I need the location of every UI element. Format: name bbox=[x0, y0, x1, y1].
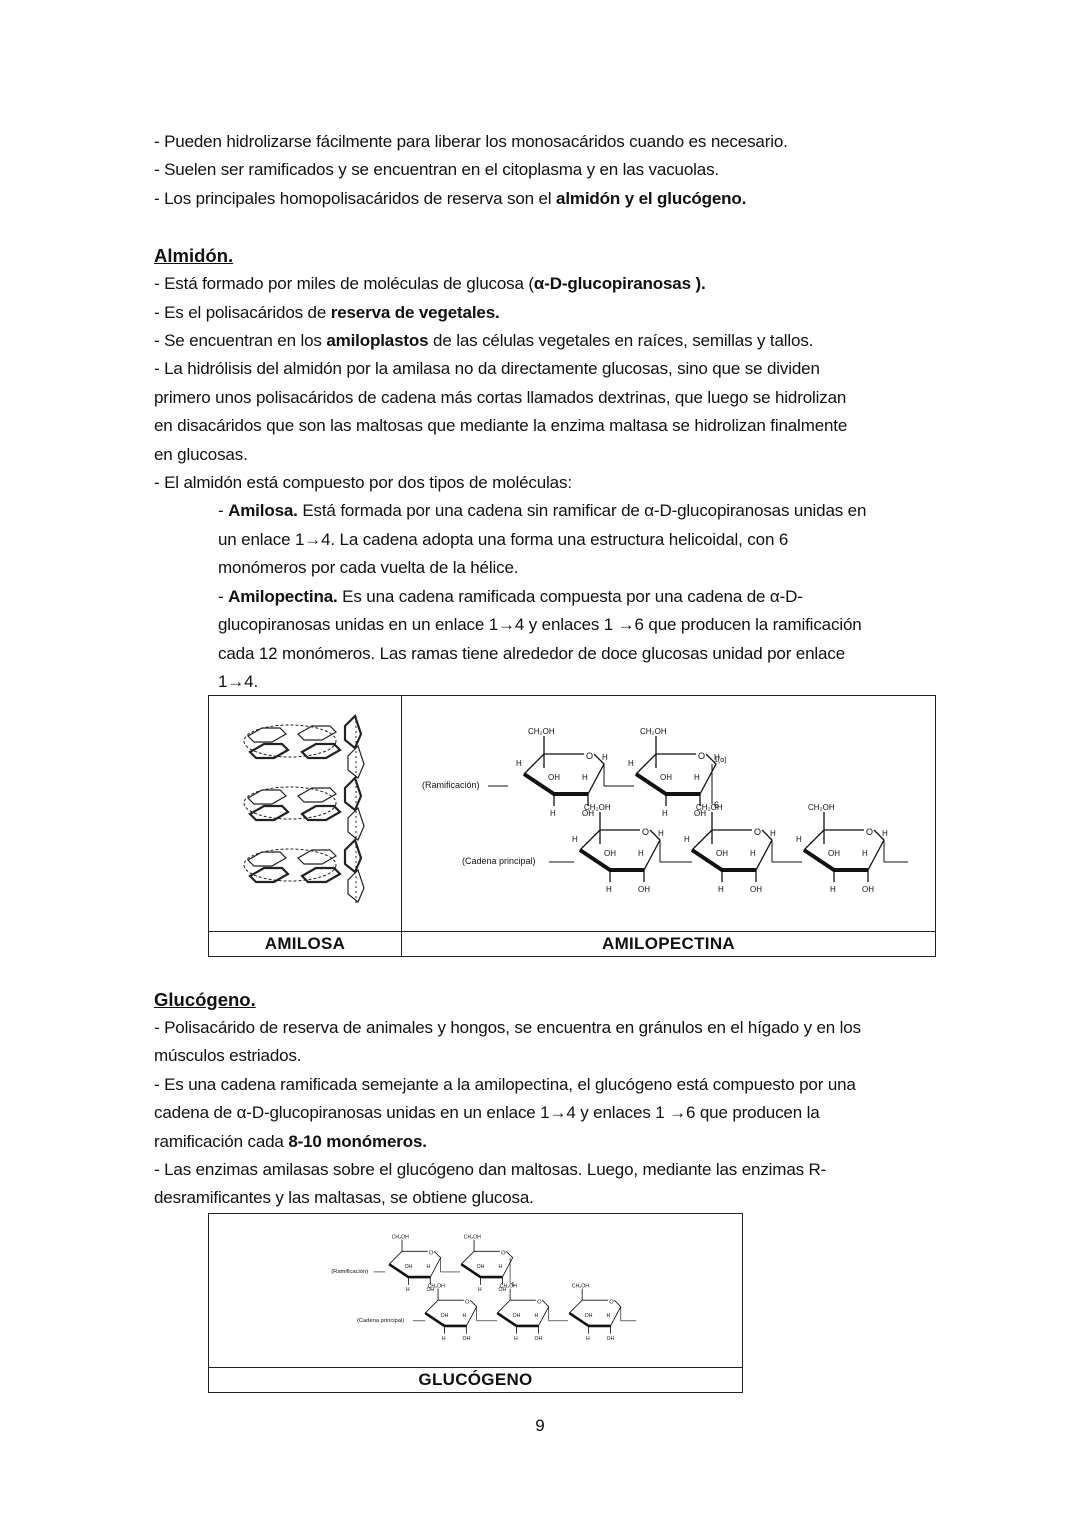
amilopectina-line-4: 1→4. bbox=[218, 671, 259, 691]
ramificacion-label: (Ramificación) bbox=[421, 780, 480, 790]
amilosa-text: Está formada por una cadena sin ramificar de α-D-glucopiranosas unidas en bbox=[297, 501, 867, 521]
intro-line-2: - Suelen ser ramificados y se encuentran en el citoplasma y en las vacuolas. bbox=[154, 160, 720, 180]
glucogeno-line-5-bold: 8-10 monómeros. bbox=[288, 1131, 427, 1151]
glucogeno-line-3: - Es una cadena ramificada semejante a la amilopectina, el glucógeno está compuesto por una bbox=[154, 1074, 856, 1094]
document-page bbox=[154, 128, 934, 696]
helix-turn bbox=[244, 716, 364, 778]
amilopectina-line-3: cada 12 monómeros. Las ramas tiene alrededor de doce glucosas unidad por enlace bbox=[218, 643, 845, 663]
tipos-intro: - El almidón está compuesto por dos tipos de moléculas: bbox=[154, 473, 572, 493]
glucogeno-structure-diagram: O OH H H OH (Ramificación) (Cadena principal) bbox=[216, 1214, 736, 1362]
svg-text:1(α): 1(α) bbox=[713, 757, 727, 764]
hidrolisis-line-3: en disacáridos que son las maltosas que mediante la enzima maltasa se hidrolizan finalmente bbox=[154, 416, 848, 436]
almidon-line-3-rest: de las células vegetales en raíces, semillas y tallos. bbox=[428, 331, 814, 351]
svg-text:(Cadena principal): (Cadena principal) bbox=[356, 1318, 404, 1325]
svg-text:(Ramificación): (Ramificación) bbox=[330, 1269, 368, 1276]
glucogeno-section bbox=[154, 986, 934, 1213]
intro-line-3-bold: almidón y el glucógeno. bbox=[556, 188, 747, 208]
glucogeno-caption: GLUCÓGENO bbox=[209, 1368, 743, 1393]
glucogeno-line-4: cadena de α-D-glucopiranosas unidas en un enlace 1→4 y enlaces 1 →6 que producen la bbox=[154, 1103, 820, 1123]
glucogeno-figure-cell bbox=[209, 1214, 743, 1368]
almidon-line-2-bold: reserva de vegetales. bbox=[330, 302, 500, 322]
hidrolisis-line-2: primero unos polisacáridos de cadena más cortas llamados dextrinas, que luego se hidrolizan bbox=[154, 387, 847, 407]
almidon-line-3-text: - Se encuentran en los bbox=[154, 331, 327, 351]
section-heading-almidon: Almidón. bbox=[154, 245, 234, 267]
amilopectina-text: Es una cadena ramificada compuesta por una cadena de α-D- bbox=[337, 586, 803, 606]
glucogeno-line-5-text: ramificación cada bbox=[154, 1131, 289, 1151]
amilosa-caption: AMILOSA bbox=[209, 932, 402, 957]
amilosa-term: Amilosa. bbox=[228, 501, 298, 521]
amilosa-helix-diagram bbox=[210, 696, 400, 926]
amilopectina-structure-diagram: O OH H H OH H (Ramificación) 1(α) (Cadena principal) bbox=[404, 696, 934, 926]
hidrolisis-line-1: - La hidrólisis del almidón por la amilasa no da directamente glucosas, sino que se dividen bbox=[154, 359, 820, 379]
amilosa-line-1 bbox=[154, 497, 934, 525]
glucogeno-line-1: - Polisacárido de reserva de animales y hongos, se encuentra en gránulos en el hígado y en los bbox=[154, 1018, 861, 1037]
intro-line-3 bbox=[154, 185, 934, 213]
almidon-line-2 bbox=[154, 299, 934, 327]
amilopectina-line-2: glucopiranosas unidas en un enlace 1→4 y enlaces 1 →6 que producen la ramificación bbox=[218, 615, 862, 635]
almidon-line-1 bbox=[154, 270, 934, 298]
glucogeno-line-2: músculos estriados. bbox=[154, 1046, 302, 1066]
almidon-figure-table bbox=[208, 695, 936, 957]
glucogeno-line-7: desramificantes y las maltasas, se obtiene glucosa. bbox=[154, 1188, 534, 1208]
almidon-line-2-text: - Es el polisacáridos de bbox=[154, 302, 331, 322]
amilosa-figure-cell bbox=[209, 696, 402, 932]
amilosa-dash: - bbox=[218, 501, 229, 521]
amilopectina-figure-cell bbox=[402, 696, 936, 932]
glucogeno-figure-table bbox=[208, 1213, 743, 1393]
section-heading-glucogeno: Glucógeno. bbox=[154, 989, 256, 1010]
intro-line-3-text: - Los principales homopolisacáridos de reserva son el bbox=[154, 188, 557, 208]
almidon-line-1-text: - Está formado por miles de moléculas de glucosa ( bbox=[154, 274, 534, 294]
cadena-principal-label: (Cadena principal) bbox=[461, 856, 536, 866]
amilopectina-caption: AMILOPECTINA bbox=[402, 932, 936, 957]
glucogeno-line-6: - Las enzimas amilasas sobre el glucógeno dan maltosas. Luego, mediante las enzimas R- bbox=[154, 1160, 827, 1180]
amilopectina-dash: - bbox=[218, 586, 229, 606]
amilopectina-line-1 bbox=[154, 583, 934, 611]
almidon-line-3 bbox=[154, 327, 934, 355]
amilosa-line-3: monómeros por cada vuelta de la hélice. bbox=[218, 558, 519, 578]
intro-line-1: - Pueden hidrolizarse fácilmente para liberar los monosacáridos cuando es necesario. bbox=[154, 132, 788, 151]
almidon-line-1-bold: α-D-glucopiranosas ). bbox=[533, 274, 706, 294]
page-number: 9 bbox=[535, 1416, 545, 1435]
amilosa-line-2: un enlace 1→4. La cadena adopta una forma una estructura helicoidal, con 6 bbox=[218, 529, 789, 549]
hidrolisis-line-4: en glucosas. bbox=[154, 444, 248, 464]
amilopectina-term: Amilopectina. bbox=[228, 586, 338, 606]
almidon-line-3-bold: amiloplastos bbox=[326, 331, 429, 351]
glucogeno-line-5 bbox=[154, 1128, 934, 1156]
